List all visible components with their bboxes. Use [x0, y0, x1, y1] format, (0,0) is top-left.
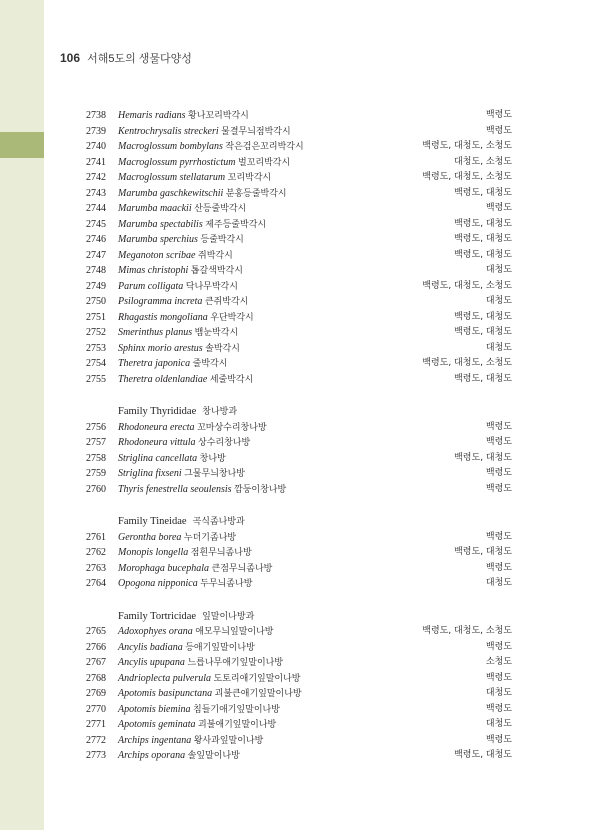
family-heading: [60, 404, 520, 420]
scientific-name: Mimas christophi: [118, 265, 189, 276]
species-row: [60, 466, 520, 482]
korean-name: 물결무늬점박각시: [221, 126, 291, 137]
locality: 백령도: [485, 483, 512, 494]
species-row: [60, 451, 520, 467]
scientific-name: Striglina cancellata: [118, 452, 198, 464]
locality: 대청도: [485, 265, 512, 275]
species-number: 2769: [86, 688, 106, 699]
korean-name: 침들기애기잎말이나방: [193, 704, 280, 715]
species-name: [118, 624, 273, 641]
species-name: [118, 108, 249, 125]
korean-name: 괴불큰애기잎말이나방: [214, 689, 302, 699]
species-name: [118, 466, 245, 483]
korean-name: 뱀눈박각시: [194, 328, 239, 338]
scientific-name: Sphinx morio arestus: [118, 342, 203, 354]
locality: 백령도, 대청도: [454, 234, 512, 244]
species-name: [118, 482, 286, 499]
species-number: 2746: [86, 234, 106, 245]
family-name: Family Thyrididae: [118, 406, 197, 417]
korean-name: 큰쥐박각시: [204, 297, 249, 307]
locality: 백령도: [485, 672, 512, 683]
scientific-name: Marumba sperchius: [118, 234, 198, 245]
species-number: 2748: [86, 265, 106, 276]
species-row: [60, 624, 520, 640]
family-name-korean: 창나방과: [202, 407, 238, 417]
species-row: [60, 733, 520, 749]
locality: 백령도: [485, 203, 512, 213]
species-number: 2744: [86, 203, 106, 214]
species-number: 2771: [86, 719, 106, 730]
species-number: 2753: [86, 342, 106, 354]
scientific-name: Macroglossum pyrrhostictum: [118, 156, 236, 168]
scientific-name: Parum colligata: [118, 280, 184, 292]
scientific-name: Apotomis geminata: [118, 719, 196, 730]
family-name: Family Tineidae: [118, 516, 187, 527]
korean-name: 꼬리박각시: [227, 173, 272, 183]
scientific-name: Theretra japonica: [118, 358, 191, 369]
scientific-name: Rhagastis mongoliana: [118, 311, 208, 323]
species-name: [118, 717, 276, 734]
species-number: 2772: [86, 734, 106, 746]
species-number: 2741: [86, 156, 106, 168]
species-row: [60, 124, 520, 140]
species-number: 2766: [86, 641, 106, 653]
korean-name: 도토리애기잎말이나방: [213, 673, 301, 684]
species-row: [60, 545, 520, 561]
species-name: [118, 640, 255, 657]
species-row: [60, 671, 520, 687]
locality: 백령도, 대청도, 소청도: [422, 172, 512, 182]
species-row: [60, 655, 520, 671]
locality: 백령도: [485, 110, 512, 120]
locality: 백령도: [485, 562, 512, 573]
locality: 소청도: [485, 657, 512, 667]
locality: 백령도, 대청도: [454, 249, 512, 260]
species-number: 2765: [86, 626, 106, 637]
species-name: [118, 155, 290, 172]
species-row: [60, 108, 520, 124]
scientific-name: Gerontha borea: [118, 531, 182, 543]
species-name: [118, 576, 252, 593]
species-number: 2743: [86, 187, 106, 199]
locality: 백령도, 대청도: [454, 218, 512, 229]
scientific-name: Theretra oldenlandiae: [118, 373, 208, 385]
locality: 백령도, 대청도: [454, 547, 512, 557]
scientific-name: Monopis longella: [118, 547, 189, 558]
family-heading: [60, 609, 520, 625]
scientific-name: Rhodoneura erecta: [118, 421, 195, 433]
species-row: [60, 248, 520, 264]
locality: 대청도: [485, 296, 512, 306]
korean-name: 큰점무늬좀나방: [211, 563, 273, 574]
species-name: [118, 530, 236, 547]
page-number: 106: [60, 51, 81, 65]
scientific-name: Marumba spectabilis: [118, 218, 203, 230]
species-number: 2739: [86, 125, 106, 137]
korean-name: 벌꼬리박각시: [238, 157, 291, 168]
species-number: 2749: [86, 280, 106, 292]
species-number: 2752: [86, 327, 106, 338]
locality: 대청도: [485, 719, 512, 729]
scientific-name: Apotomis biemina: [118, 703, 191, 715]
species-number: 2767: [86, 657, 106, 668]
korean-name: 줄박각시: [192, 359, 228, 369]
species-number: 2773: [86, 750, 106, 761]
korean-name: 느릅나무애기잎말이나방: [187, 658, 284, 668]
species-name: [118, 279, 238, 296]
species-row: [60, 294, 520, 310]
species-row: [60, 482, 520, 498]
locality: 백령도: [485, 641, 512, 652]
species-name: [118, 356, 227, 373]
species-row: [60, 325, 520, 341]
species-number: 2747: [86, 249, 106, 261]
locality: 백령도: [485, 468, 512, 478]
species-row: [60, 686, 520, 702]
scientific-name: Smerinthus planus: [118, 327, 193, 338]
species-row: [60, 341, 520, 357]
species-row: [60, 356, 520, 372]
korean-name: 산등줄박각시: [194, 204, 247, 214]
locality: 백령도, 대청도: [454, 187, 512, 198]
species-row: [60, 170, 520, 186]
species-name: [118, 561, 272, 578]
species-row: [60, 717, 520, 733]
korean-name: 솔잎말이나방: [187, 751, 240, 761]
species-number: 2759: [86, 468, 106, 479]
species-name: [118, 702, 280, 719]
species-name: [118, 124, 291, 141]
species-row: [60, 748, 520, 764]
species-name: [118, 248, 233, 265]
species-name: [118, 420, 267, 437]
species-number: 2742: [86, 172, 106, 183]
species-number: 2750: [86, 296, 106, 307]
korean-name: 왕사과잎말이나방: [193, 735, 264, 746]
species-row: [60, 217, 520, 233]
species-number: 2755: [86, 373, 106, 385]
species-name: [118, 310, 254, 327]
scientific-name: Adoxophyes orana: [118, 626, 193, 637]
locality: 대청도: [485, 578, 512, 588]
species-name: [118, 170, 271, 187]
page-header: [60, 50, 192, 66]
species-name: [118, 545, 252, 562]
korean-name: 우단박각시: [210, 312, 254, 323]
locality: 백령도, 대청도: [454, 373, 512, 384]
locality: 대청도: [485, 688, 512, 698]
species-name: [118, 217, 266, 234]
scientific-name: Meganoton scribae: [118, 249, 196, 261]
scientific-name: Apotomis basipunctana: [118, 688, 213, 699]
korean-name: 톱갈색박각시: [190, 266, 243, 276]
species-number: 2770: [86, 703, 106, 715]
korean-name: 분홍등줄박각시: [225, 188, 287, 199]
species-row: [60, 201, 520, 217]
species-number: 2754: [86, 358, 106, 369]
species-name: [118, 201, 246, 218]
scientific-name: Archips ingentana: [118, 734, 192, 746]
species-row: [60, 263, 520, 279]
species-name: [118, 186, 287, 203]
scientific-name: Marumba maackii: [118, 203, 192, 214]
korean-name: 깜둥이창나방: [234, 484, 287, 495]
korean-name: 등애기잎말이나방: [185, 642, 255, 653]
species-name: [118, 655, 283, 672]
species-number: 2763: [86, 562, 106, 574]
scientific-name: Ancylis upupana: [118, 657, 185, 668]
species-row: [60, 435, 520, 451]
korean-name: 상수리창나방: [198, 438, 251, 448]
species-row: [60, 561, 520, 577]
locality: 백령도, 대청도, 소청도: [422, 141, 512, 151]
species-row: [60, 530, 520, 546]
locality: 백령도: [485, 437, 512, 447]
korean-name: 솔박각시: [205, 343, 240, 354]
species-number: 2758: [86, 452, 106, 464]
scientific-name: Macroglossum bombylans: [118, 141, 223, 152]
locality: 대청도, 소청도: [454, 156, 512, 167]
species-number: 2762: [86, 547, 106, 558]
korean-name: 괴불애기잎말이나방: [198, 720, 277, 730]
locality: 대청도: [485, 342, 512, 353]
family-name-korean: 잎말이나방과: [202, 611, 255, 622]
species-row: [60, 186, 520, 202]
korean-name: 작은검은꼬리박각시: [225, 142, 304, 152]
locality: 백령도, 대청도: [454, 750, 512, 760]
locality: 백령도: [485, 703, 512, 714]
korean-name: 누더기좀나방: [183, 532, 237, 543]
species-name: [118, 325, 238, 342]
species-name: [118, 451, 226, 468]
species-number: 2757: [86, 437, 106, 448]
species-number: 2751: [86, 311, 106, 323]
korean-name: 닥나무박각시: [185, 281, 238, 292]
korean-name: 세줄박각시: [209, 374, 254, 385]
family-name-korean: 곡식좀나방과: [192, 517, 245, 527]
scientific-name: Thyris fenestrella seoulensis: [118, 483, 232, 495]
scientific-name: Striglina fixseni: [118, 468, 182, 479]
species-row: [60, 155, 520, 171]
species-name: [118, 341, 240, 358]
species-name: [118, 748, 240, 765]
family-name: Family Tortricidae: [118, 610, 197, 622]
species-number: 2745: [86, 218, 106, 230]
korean-name: 쥐박각시: [198, 250, 233, 261]
korean-name: 제주등줄박각시: [205, 219, 267, 230]
scientific-name: Ancylis badiana: [118, 641, 183, 653]
page-title: 서해5도의 생물다양성: [87, 53, 192, 65]
species-name: [118, 671, 301, 688]
scientific-name: Rhodoneura vittula: [118, 437, 196, 448]
species-row: [60, 702, 520, 718]
locality: 백령도, 대청도: [454, 327, 512, 337]
species-row: [60, 232, 520, 248]
species-number: 2756: [86, 421, 106, 433]
locality: 백령도, 대청도, 소청도: [422, 280, 512, 291]
locality: 백령도: [485, 531, 512, 542]
side-tab: [0, 132, 44, 158]
side-band: [0, 0, 44, 830]
species-row: [60, 420, 520, 436]
locality: 백령도, 대청도: [454, 311, 512, 322]
korean-name: 그물무늬창나방: [184, 469, 245, 479]
species-name: [118, 733, 263, 750]
locality: 백령도, 대청도: [454, 452, 512, 463]
species-row: [60, 640, 520, 656]
korean-name: 등줄박각시: [200, 235, 244, 245]
scientific-name: Andrioplecta pulverula: [118, 672, 212, 684]
korean-name: 애모무늬잎말이나방: [195, 627, 274, 637]
locality: 백령도: [485, 125, 512, 136]
scientific-name: Hemaris radians: [118, 110, 186, 121]
korean-name: 꼬마상수리창나방: [197, 422, 267, 433]
korean-name: 황나꼬리박각시: [188, 111, 249, 121]
species-row: [60, 139, 520, 155]
species-row: [60, 279, 520, 295]
korean-name: 점흰무늬좀나방: [190, 548, 252, 558]
species-row: [60, 310, 520, 326]
scientific-name: Archips oporana: [118, 750, 186, 761]
family-heading: [60, 514, 520, 530]
species-number: 2764: [86, 578, 106, 589]
scientific-name: Kentrochrysalis streckeri: [118, 125, 219, 137]
scientific-name: Psilogramma increta: [118, 296, 203, 307]
locality: 백령도: [485, 421, 512, 432]
locality: 백령도, 대청도, 소청도: [422, 626, 512, 636]
korean-name: 창나방: [199, 453, 226, 464]
species-list: [60, 108, 520, 764]
scientific-name: Macroglossum stellatarum: [118, 172, 226, 183]
species-name: [118, 139, 304, 156]
species-name: [118, 686, 302, 703]
species-number: 2761: [86, 531, 106, 543]
species-name: [118, 263, 243, 280]
species-row: [60, 372, 520, 388]
species-row: [60, 576, 520, 592]
species-number: 2768: [86, 672, 106, 684]
locality: 백령도, 대청도, 소청도: [422, 358, 512, 368]
locality: 백령도: [485, 734, 512, 745]
species-name: [118, 232, 244, 249]
species-name: [118, 294, 248, 311]
species-name: [118, 372, 253, 389]
species-number: 2738: [86, 110, 106, 121]
korean-name: 두무늬좀나방: [200, 579, 253, 589]
scientific-name: Marumba gaschkewitschii: [118, 187, 224, 199]
species-number: 2760: [86, 483, 106, 495]
species-number: 2740: [86, 141, 106, 152]
scientific-name: Opogona nipponica: [118, 578, 198, 589]
species-name: [118, 435, 250, 452]
scientific-name: Morophaga bucephala: [118, 562, 210, 574]
